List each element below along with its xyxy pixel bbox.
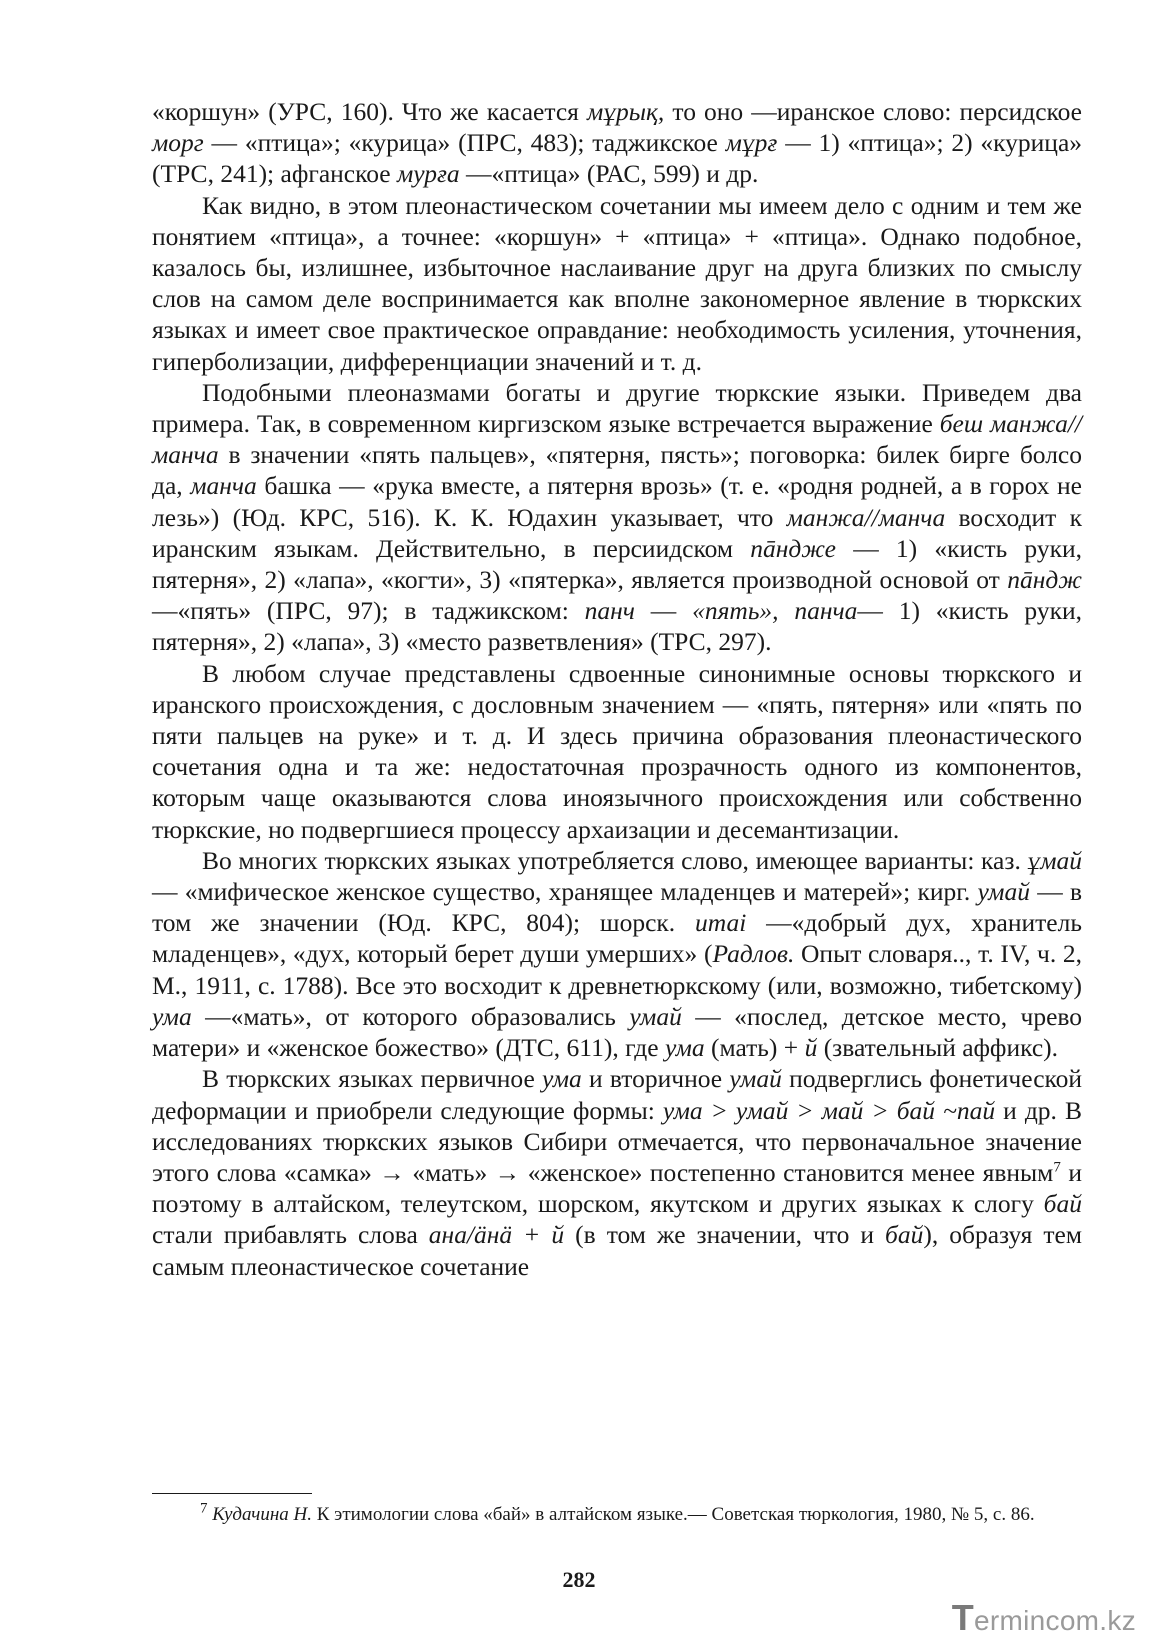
- text-run: — «мифическое женское существо, хранящее младенцев и матерей»; кирг.: [152, 877, 978, 907]
- italic-term: «пять», панча: [692, 596, 858, 626]
- paragraph: [152, 1063, 1082, 1281]
- text-run: —«пять» (ПРС, 97); в таджикском:: [152, 596, 585, 626]
- italic-term: ана/äнä + й: [428, 1220, 565, 1250]
- text-run: «коршун» (УРС, 160). Что же касается: [152, 97, 587, 126]
- italic-term: ума: [152, 1001, 192, 1031]
- text-run: —«птица» (РАС, 599) и др.: [459, 159, 759, 189]
- text-run: —: [634, 596, 693, 626]
- italic-term: ума: [664, 1033, 705, 1063]
- italic-term: беш манжа//манча: [152, 409, 1082, 470]
- paragraph: [152, 377, 1082, 658]
- paragraph: [152, 190, 1082, 377]
- paragraph: [152, 96, 1082, 190]
- italic-term: пāндж: [1007, 565, 1082, 595]
- text-run: — «послед, детское место, чрево матери» и «женское божество» (ДТС, 611), где: [152, 1001, 1083, 1063]
- italic-term: бай: [1043, 1189, 1082, 1219]
- text-run: В любом случае представлены сдвоенные синонимные основы тюркского и иранского происхождения, с дословным значением — «пять, пятерня» или «пять по пяти пальцев на руке» и т. д. И здесь причина образования плеонастического сочетания одна и та же: недостаточная прозрачность одного из компонентов, которым чаще оказываются слова иноязычного происхождения или собственно тюркские, но подвергшиеся процессу архаизации и десемантизации.: [152, 658, 1082, 844]
- text-run: ), образуя тем самым плеонастическое сочетание: [152, 1220, 1083, 1281]
- text-run: (звательный аффикс).: [817, 1033, 1059, 1063]
- text-run: Во многих тюркских языках употребляется слово, имеющее варианты: каз.: [202, 845, 1028, 875]
- text-run: К этимологии слова «бай» в алтайском языке.— Советская тюркология, 1980, № 5, с. 86.: [312, 1504, 1035, 1525]
- text-run: стали прибавлять слова: [152, 1220, 429, 1250]
- italic-term: панч: [584, 596, 635, 626]
- text-run: башка — «рука вместе, а пятерня врозь» (т. е. «родня родней, а в горох не лезь») (Юд. КРС, 516). К. К. Юдахин указывает, что: [152, 471, 1082, 532]
- italic-term: пāндже: [750, 533, 836, 563]
- text-run: (мать) +: [704, 1033, 805, 1063]
- text-run: восходит к иранским языкам. Действительно, в персиидском: [152, 502, 1082, 563]
- text-run: —«добрый дух, хранитель младенцев», «дух, который берет души умерших» (: [152, 908, 1082, 969]
- paragraph: [152, 658, 1082, 845]
- italic-term: ума > умай > май > бай ~пай: [662, 1095, 996, 1125]
- footnote: [152, 1502, 1082, 1528]
- text-run: (в том же значении, что и: [564, 1220, 886, 1250]
- text-run: — в том же значении (Юд. КРС, 804); шорск.: [152, 877, 1082, 938]
- text-run: подверглись фонетической деформации и приобрели следующие формы:: [152, 1064, 1083, 1125]
- text-run: —«мать», от которого образовались: [191, 1001, 630, 1031]
- text-run: Как видно, в этом плеонастическом сочетании мы имеем дело с одним и тем же понятием «птица», а точнее: «коршун» + «птица» + «птица». Однако подобное, казалось бы, излишнее, избыточное наслаивание друг на друга близких по смыслу слов на самом деле воспринимается как вполне закономерное явление в тюркских языках и имеет свое практическое оправдание: необходимость усиления, уточнения, гиперболизации, дифференциации значений и т. д.: [152, 190, 1082, 376]
- italic-term: Радлов.: [712, 939, 795, 969]
- watermark-logo: [952, 1597, 1136, 1639]
- italic-term: ума: [542, 1064, 582, 1094]
- text-run: В тюркских языках первичное: [202, 1064, 543, 1094]
- footnote-text: [152, 1502, 1082, 1528]
- italic-term: итаі: [694, 908, 747, 938]
- text-run: в значении «пять пальцев», «пятерня, пясть»; поговорка: билек бирге болсо да,: [152, 440, 1082, 501]
- text-run: и вторичное: [581, 1064, 730, 1094]
- italic-term: й: [804, 1033, 818, 1063]
- italic-term: умай: [629, 1001, 682, 1031]
- italic-term: мурға: [396, 159, 460, 189]
- text-run: — 1) «птица»; 2) «курица» (ТРС, 241); афганское: [152, 128, 1083, 189]
- italic-term: бай: [885, 1220, 924, 1250]
- watermark-text: ermincom.kz: [974, 1605, 1136, 1636]
- footnote-divider: [152, 1493, 312, 1494]
- italic-term: ұмай: [1027, 845, 1082, 875]
- footnote-marker: 7: [200, 1500, 208, 1517]
- text-run: — 1) «кисть руки, пятерня», 2) «лапа», «когти», 3) «пятерка», является производной основой от: [152, 533, 1082, 595]
- italic-term: мұрық,: [586, 97, 665, 126]
- italic-term: морг: [152, 128, 204, 158]
- italic-term: мұрғ: [725, 128, 778, 158]
- text-run: — 1) «кисть руки, пятерня», 2) «лапа», 3) «место разветвления» (ТРС, 297).: [152, 596, 1082, 657]
- text-run: Опыт словаря.., т. IV, ч. 2, М., 1911, с. 1788). Все это восходит к древнетюркскому (или, возможно, тибетскому): [152, 939, 1082, 1000]
- italic-term: умай: [729, 1064, 782, 1094]
- italic-term: Кудачина Н.: [212, 1504, 312, 1525]
- text-run: и поэтому в алтайском, телеутском, шорском, якутском и других языках к слогу: [152, 1157, 1082, 1219]
- italic-term: умай: [977, 877, 1030, 907]
- page-number: 282: [562, 1567, 596, 1592]
- text-run: и др. В исследованиях тюркских языков Сибири отмечается, что первоначальное значение этого слова «самка» → «мать» → «женское» постепенно становится менее явным: [152, 1095, 1082, 1187]
- text-run: то оно —иранское слово: персидское: [664, 97, 1082, 126]
- text-run: Подобными плеоназмами богаты и другие тюркские языки. Приведем два примера. Так, в современном киргизском языке встречается выражение: [152, 377, 1082, 439]
- watermark-first-letter: T: [951, 1597, 974, 1638]
- italic-term: манжа//манча: [786, 502, 946, 532]
- text-run: — «птица»; «курица» (ПРС, 483); таджикское: [203, 128, 726, 158]
- body-text: [152, 96, 1082, 1282]
- paragraph: [152, 845, 1082, 1063]
- italic-term: манча: [190, 471, 257, 501]
- footnote-marker: 7: [1053, 1159, 1061, 1176]
